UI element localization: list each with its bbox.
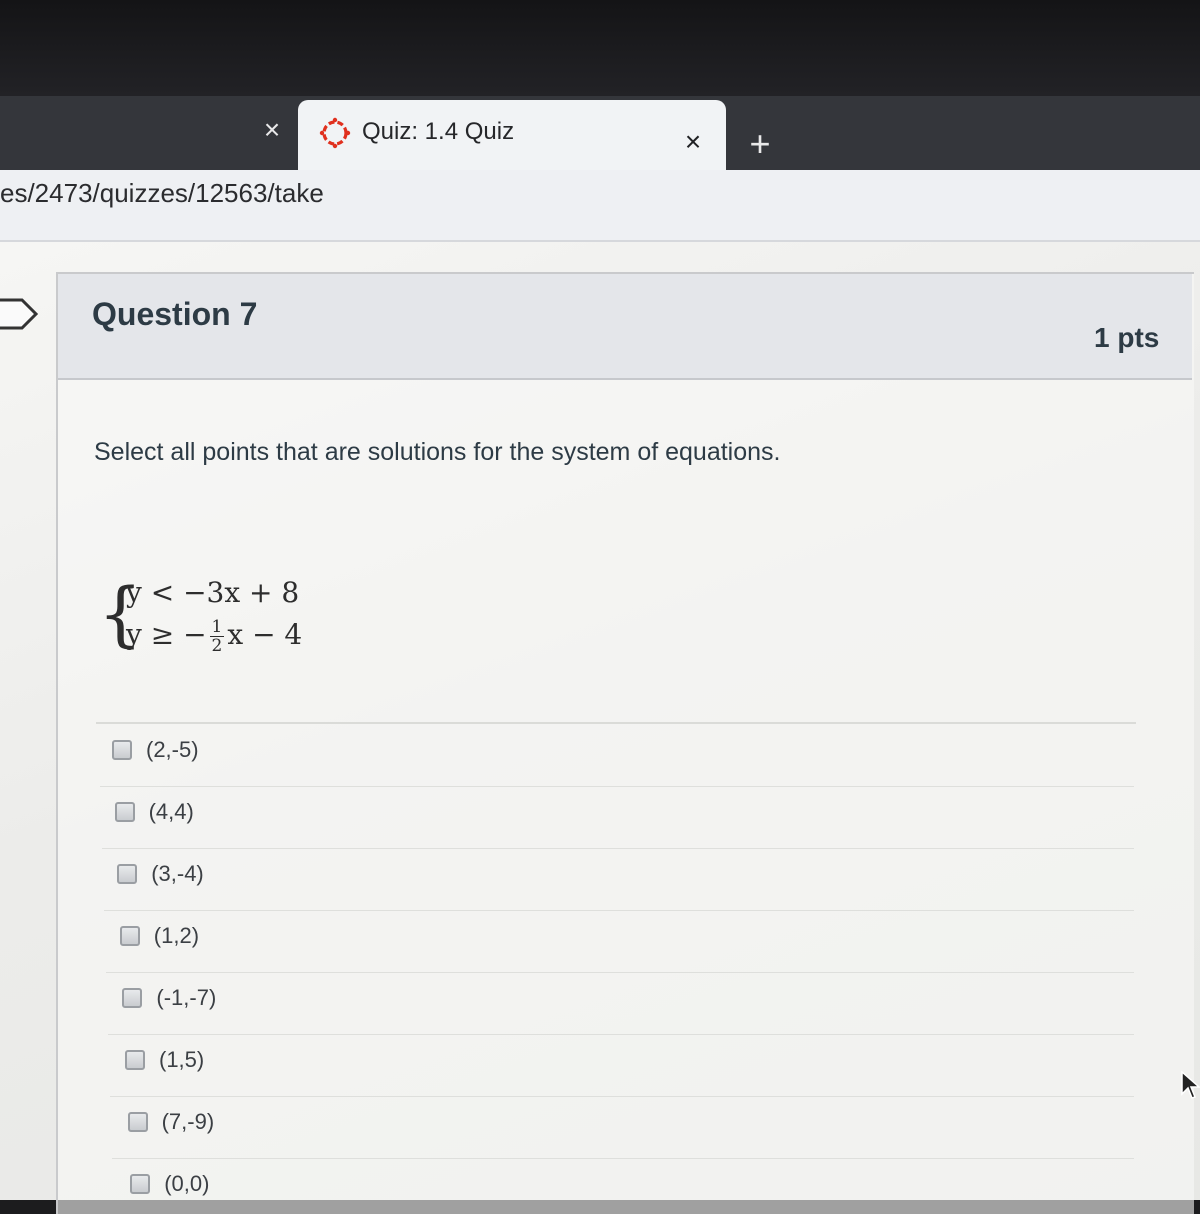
answer-label: (4,4) xyxy=(148,799,194,824)
answer-separator xyxy=(112,1158,1134,1159)
answer-checkbox[interactable] xyxy=(128,1112,148,1132)
answer-checkbox[interactable] xyxy=(130,1174,150,1194)
answer-separator xyxy=(104,910,1134,911)
answer-option[interactable] xyxy=(115,792,194,832)
url-text[interactable]: es/2473/quizzes/12563/take xyxy=(0,178,324,208)
new-tab-button[interactable]: + xyxy=(749,123,771,164)
answer-separator xyxy=(108,1034,1134,1035)
inequality-2-rhs: x − 4 xyxy=(227,618,303,651)
answers-divider xyxy=(96,722,1136,724)
answer-option[interactable] xyxy=(120,916,199,956)
inequality-1: y < −3x + 8 xyxy=(126,576,300,609)
answer-separator xyxy=(100,786,1134,787)
answer-separator xyxy=(106,972,1134,973)
flag-question-icon[interactable] xyxy=(0,296,40,332)
answer-option[interactable] xyxy=(122,978,216,1018)
answer-checkbox[interactable] xyxy=(125,1050,145,1070)
answer-option[interactable] xyxy=(125,1040,204,1080)
answer-checkbox[interactable] xyxy=(112,740,132,760)
question-title: Question 7 xyxy=(92,296,258,332)
answer-label: (2,-5) xyxy=(146,737,199,762)
answer-checkbox[interactable] xyxy=(117,864,137,884)
answer-option[interactable] xyxy=(117,854,204,894)
answer-option[interactable] xyxy=(128,1102,215,1142)
fraction xyxy=(210,618,225,655)
tab-close-icon[interactable]: × xyxy=(684,126,702,157)
answer-label: (7,-9) xyxy=(161,1109,215,1134)
answer-label: (0,0) xyxy=(164,1171,210,1196)
system-brace: { xyxy=(98,573,143,655)
fraction-numerator: 1 xyxy=(211,617,223,637)
answer-label: (1,2) xyxy=(153,923,200,948)
previous-tab-close-icon[interactable]: × xyxy=(263,114,281,145)
question-prompt: Select all points that are solutions for the system of equations. xyxy=(94,438,781,466)
question-card xyxy=(56,272,1194,1214)
answer-label: (3,-4) xyxy=(151,861,204,886)
browser-bezel xyxy=(0,0,1200,96)
tab-title: Quiz: 1.4 Quiz xyxy=(362,118,515,145)
fraction-denominator: 2 xyxy=(211,636,223,656)
answer-separator xyxy=(102,848,1134,849)
answer-checkbox[interactable] xyxy=(120,926,140,946)
answer-separator xyxy=(110,1096,1134,1097)
mouse-cursor-icon xyxy=(1180,1070,1200,1100)
answer-checkbox[interactable] xyxy=(115,802,135,822)
inequality-2-lhs: y ≥ − xyxy=(126,618,207,651)
answer-label: (1,5) xyxy=(159,1047,205,1072)
answer-label: (-1,-7) xyxy=(156,985,217,1010)
canvas-logo-icon xyxy=(318,116,352,150)
answer-checkbox[interactable] xyxy=(122,988,142,1008)
question-points: 1 pts xyxy=(1094,322,1160,353)
answer-option[interactable] xyxy=(130,1164,209,1204)
inequality-2 xyxy=(126,618,302,655)
answer-option[interactable] xyxy=(112,730,199,770)
